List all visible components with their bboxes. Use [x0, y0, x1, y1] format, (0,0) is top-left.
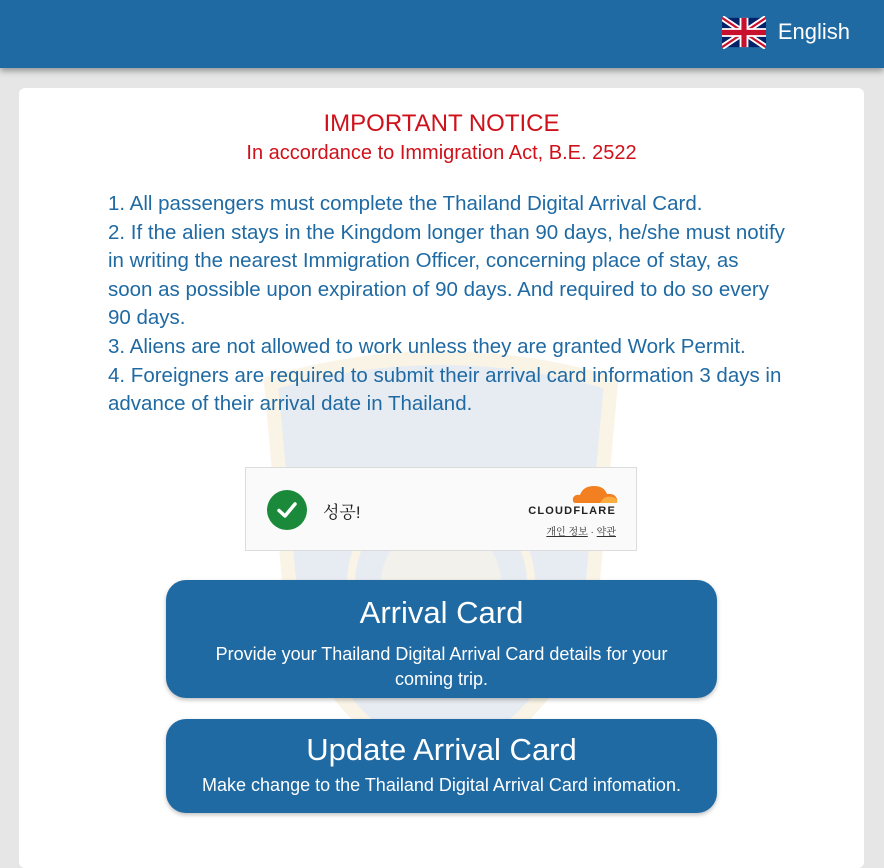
- cloudflare-cloud-icon: [570, 483, 620, 505]
- rule-item: 2. If the alien stays in the Kingdom longer than 90 days, he/she must notify in writing the nearest Immigration Officer, concerning place of stay, as soon as possible upon expiration of 90 days. And required to do so every 90 days.: [108, 220, 785, 330]
- update-arrival-card-title: Update Arrival Card: [306, 732, 577, 767]
- captcha-status: 성공!: [323, 503, 361, 522]
- language-selector[interactable]: [722, 14, 850, 50]
- update-arrival-card-button[interactable]: [166, 719, 717, 813]
- cloudflare-captcha[interactable]: [245, 467, 637, 551]
- rule-item: 1. All passengers must complete the Thailand Digital Arrival Card.: [108, 192, 703, 215]
- uk-flag-icon: [722, 16, 766, 49]
- notice-subtitle: In accordance to Immigration Act, B.E. 2522: [246, 142, 637, 164]
- language-label: English: [777, 19, 850, 44]
- rules-list: [108, 190, 788, 419]
- update-arrival-card-description: Make change to the Thailand Digital Arrival Card infomation.: [202, 775, 681, 795]
- notice-card: [19, 88, 864, 868]
- check-circle-icon: [267, 490, 307, 530]
- arrival-card-title: Arrival Card: [359, 595, 524, 630]
- cloudflare-logo-text: CLOUDFLARE: [528, 505, 616, 517]
- privacy-link[interactable]: 개인 정보: [546, 527, 588, 538]
- rule-item: 3. Aliens are not allowed to work unless they are granted Work Permit.: [108, 334, 746, 358]
- arrival-card-description: Provide your Thailand Digital Arrival Card details for your coming trip.: [215, 644, 668, 689]
- top-bar: [0, 0, 884, 68]
- captcha-links: [546, 523, 616, 538]
- link-separator: ·: [590, 527, 594, 538]
- arrival-card-button[interactable]: [166, 580, 717, 698]
- rule-item: 4. Foreigners are required to submit their arrival card information 3 days in advance of their arrival date in Thailand.: [108, 363, 782, 416]
- notice-title: IMPORTANT NOTICE: [323, 110, 560, 137]
- terms-link[interactable]: 약관: [596, 527, 616, 538]
